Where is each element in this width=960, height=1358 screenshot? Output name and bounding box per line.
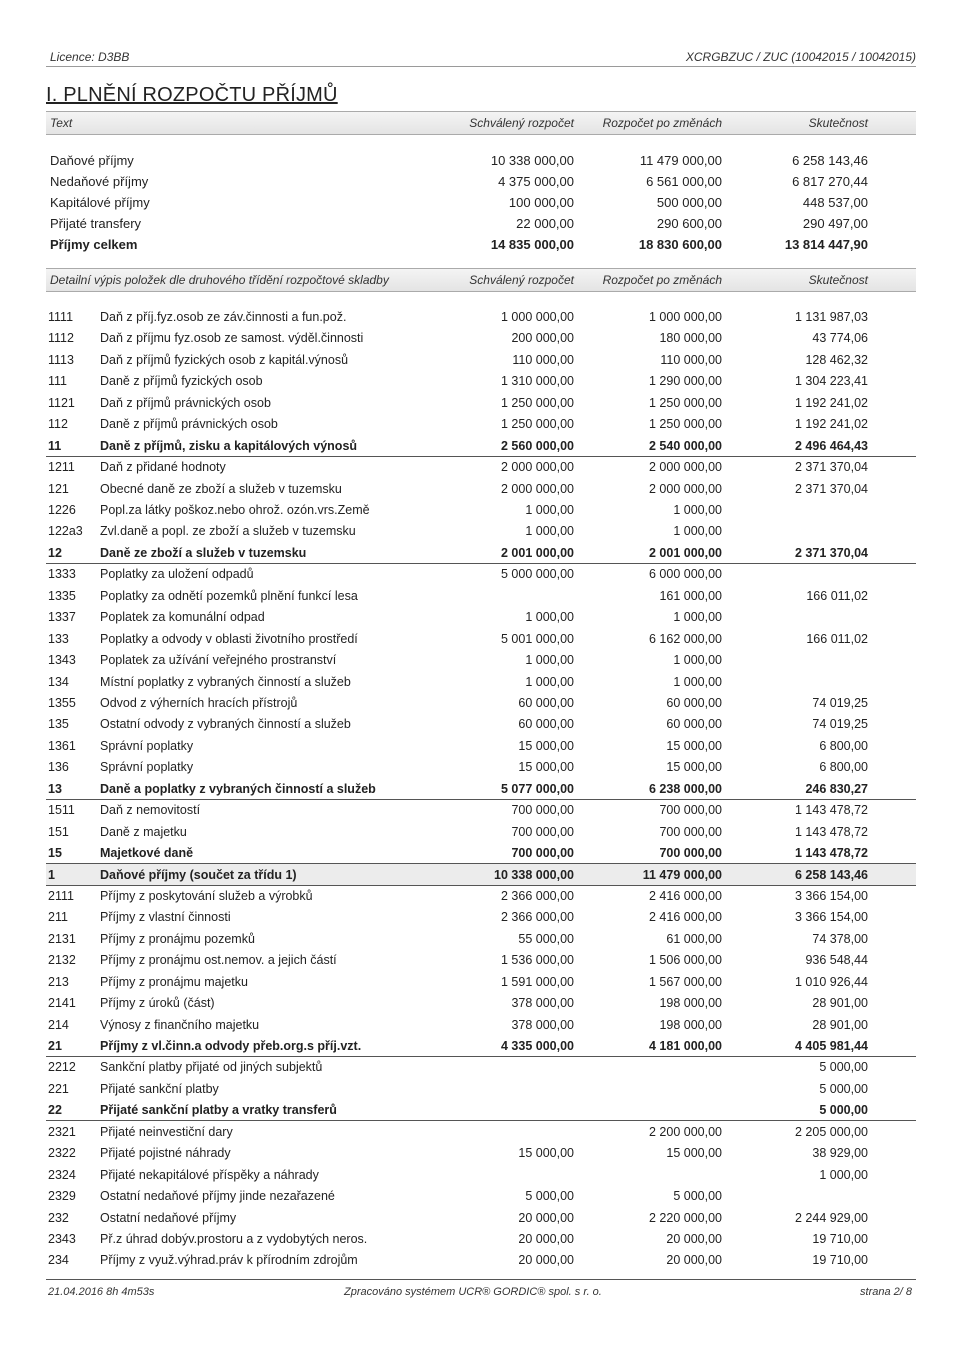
- row-approved: 200 000,00: [511, 331, 574, 346]
- row-text: Správní poplatky: [100, 738, 194, 753]
- table-row: [46, 821, 916, 842]
- subtotal-row: [46, 542, 916, 564]
- row-code: 1211: [48, 460, 75, 475]
- row-text: Sankční platby přijaté od jiných subjektů: [100, 1060, 323, 1075]
- table-row: [46, 1249, 916, 1270]
- row-text: Daň z přidané hodnoty: [100, 460, 226, 475]
- row-modified: 110 000,00: [660, 352, 722, 367]
- summary-actual: 6 817 270,44: [792, 174, 868, 189]
- row-code: 211: [48, 910, 68, 925]
- row-code: 2321: [48, 1124, 76, 1139]
- row-code: 2329: [48, 1189, 76, 1203]
- row-actual: 5 000,00: [819, 1060, 868, 1075]
- row-approved: 1 000,00: [525, 524, 574, 539]
- footer-datetime: 21.04.2016 8h 4m53s: [48, 1286, 155, 1298]
- summary-row: [46, 150, 916, 171]
- row-approved: 20 000,00: [518, 1210, 574, 1225]
- summary-modified: 11 479 000,00: [639, 153, 722, 168]
- row-modified: 161 000,00: [659, 588, 722, 603]
- row-text: Popl.za látky poškoz.nebo ohrož. ozón.vrs.Země: [100, 503, 370, 517]
- header-divider: [46, 66, 916, 67]
- row-approved: 10 338 000,00: [494, 868, 574, 883]
- row-modified: 700 000,00: [659, 803, 722, 818]
- row-text: Poplatky za uložení odpadů: [100, 567, 254, 582]
- summary-label: Příjmy celkem: [50, 237, 138, 252]
- row-actual: 4 405 981,44: [795, 1039, 868, 1053]
- page-title: I. PLNĚNÍ ROZPOČTU PŘÍJMŮ: [46, 84, 338, 106]
- row-text: Ostatní odvody z vybraných činností a služeb: [100, 717, 351, 732]
- row-approved: 1 000,00: [525, 610, 574, 625]
- row-text: Daně ze zboží a služeb v tuzemsku: [100, 545, 307, 560]
- table-row: [46, 456, 916, 477]
- row-actual: 1 010 926,44: [795, 974, 868, 989]
- row-modified: 61 000,00: [666, 931, 722, 946]
- table-row: [46, 563, 916, 584]
- row-modified: 1 250 000,00: [649, 417, 722, 432]
- table-row: [46, 349, 916, 370]
- row-approved: 1 591 000,00: [501, 974, 574, 989]
- row-actual: 3 366 154,00: [795, 910, 868, 925]
- row-modified: 180 000,00: [659, 331, 722, 346]
- row-modified: 15 000,00: [666, 738, 722, 753]
- row-actual: 5 000,00: [819, 1081, 868, 1096]
- row-text: Daně z majetku: [100, 824, 187, 839]
- row-text: Ostatní nedaňové příjmy: [100, 1210, 237, 1225]
- row-actual: 1 192 241,02: [795, 395, 868, 410]
- subtotal-row: [46, 778, 916, 800]
- row-modified: 60 000,00: [666, 695, 722, 710]
- row-code: 214: [48, 1017, 69, 1032]
- row-code: 21: [48, 1039, 62, 1053]
- row-approved: 2 366 000,00: [501, 910, 574, 925]
- row-actual: 6 800,00: [819, 760, 868, 775]
- report-code: XCRGBZUC / ZUC (10042015 / 10042015): [685, 50, 916, 64]
- row-approved: 700 000,00: [511, 824, 574, 839]
- row-modified: 1 000,00: [673, 674, 722, 689]
- summary-label: Nedaňové příjmy: [50, 174, 149, 189]
- summary-actual: 6 258 143,46: [792, 153, 868, 168]
- row-modified: 2 540 000,00: [649, 438, 722, 453]
- row-approved: 2 560 000,00: [501, 438, 574, 453]
- row-actual: 1 143 478,72: [795, 846, 868, 860]
- row-code: 2141: [48, 996, 76, 1011]
- row-approved: 5 000 000,00: [501, 567, 574, 582]
- row-modified: 700 000,00: [659, 824, 722, 839]
- row-text: Přijaté neinvestiční dary: [100, 1124, 233, 1139]
- row-code: 2343: [48, 1231, 76, 1246]
- row-modified: 15 000,00: [666, 760, 722, 775]
- row-modified: 1 506 000,00: [649, 953, 722, 968]
- row-text: Výnosy z finančního majetku: [100, 1017, 260, 1032]
- table-row: [46, 885, 916, 906]
- row-actual: 74 019,25: [812, 695, 868, 710]
- row-code: 2132: [48, 953, 76, 968]
- row-code: 1111: [48, 310, 74, 324]
- footer-divider: [46, 1279, 916, 1280]
- row-modified: 1 250 000,00: [649, 395, 722, 410]
- row-actual: 19 710,00: [812, 1231, 868, 1246]
- summary-actual: 290 497,00: [802, 216, 868, 231]
- row-modified: 2 001 000,00: [649, 545, 722, 560]
- summary-actual: 13 814 447,90: [784, 237, 868, 252]
- row-approved: 15 000,00: [518, 760, 574, 775]
- table-row: [46, 1056, 916, 1077]
- row-code: 12: [48, 545, 62, 560]
- row-actual: 1 131 987,03: [795, 310, 868, 324]
- table-row: [46, 1121, 916, 1142]
- row-approved: 1 000 000,00: [501, 310, 574, 324]
- summary-row: [46, 192, 916, 213]
- row-approved: 1 000,00: [525, 653, 574, 667]
- row-actual: 2 244 929,00: [795, 1210, 868, 1225]
- row-text: Daň z příjmů fyzických osob z kapitál.výnosů: [100, 352, 349, 367]
- row-code: 221: [48, 1081, 69, 1096]
- row-modified: 2 220 000,00: [649, 1210, 722, 1225]
- row-actual: 1 000,00: [819, 1167, 868, 1182]
- row-modified: 1 000,00: [673, 524, 722, 539]
- table-row: [46, 906, 916, 927]
- row-modified: 2 416 000,00: [649, 910, 722, 925]
- row-actual: 28 901,00: [812, 996, 868, 1011]
- table-row: [46, 520, 916, 541]
- table-row: [46, 928, 916, 949]
- row-actual: 166 011,02: [806, 631, 868, 646]
- summary-actual: 448 537,00: [802, 195, 868, 210]
- row-modified: 20 000,00: [666, 1253, 722, 1268]
- row-modified: 20 000,00: [666, 1231, 722, 1246]
- row-code: 1333: [48, 567, 76, 582]
- row-actual: 166 011,02: [806, 588, 868, 603]
- row-modified: 15 000,00: [666, 1146, 722, 1161]
- row-code: 112: [48, 417, 68, 432]
- row-modified: 198 000,00: [659, 1017, 722, 1032]
- row-modified: 1 290 000,00: [649, 374, 722, 389]
- detail-header: [46, 268, 916, 292]
- row-code: 1335: [48, 588, 76, 603]
- row-modified: 6 162 000,00: [649, 631, 722, 646]
- row-actual: 3 366 154,00: [795, 888, 868, 903]
- table-row: [46, 306, 916, 327]
- row-approved: 700 000,00: [511, 803, 574, 818]
- row-code: 234: [48, 1253, 69, 1268]
- row-approved: 60 000,00: [518, 717, 574, 732]
- row-approved: 1 250 000,00: [501, 417, 574, 432]
- row-code: 2212: [48, 1060, 76, 1075]
- row-code: 1121: [48, 395, 75, 410]
- row-text: Ostatní nedaňové příjmy jinde nezařazené: [100, 1189, 335, 1203]
- row-text: Poplatky a odvody v oblasti životního prostředí: [100, 631, 358, 646]
- row-code: 136: [48, 760, 69, 775]
- row-code: 13: [48, 781, 62, 796]
- table-row: [46, 499, 916, 520]
- row-approved: 20 000,00: [518, 1231, 574, 1246]
- row-code: 2131: [48, 931, 76, 946]
- row-approved: 20 000,00: [518, 1253, 574, 1268]
- row-code: 1355: [48, 695, 76, 710]
- row-text: Daňové příjmy (součet za třídu 1): [100, 868, 297, 883]
- row-text: Poplatek za komunální odpad: [100, 610, 265, 625]
- row-text: Majetkové daně: [100, 846, 194, 860]
- table-row: [46, 649, 916, 670]
- table-row: [46, 413, 916, 434]
- row-approved: 700 000,00: [511, 846, 574, 860]
- row-actual: 19 710,00: [812, 1253, 868, 1268]
- row-actual: 2 205 000,00: [795, 1124, 868, 1139]
- row-actual: 246 830,27: [805, 781, 868, 796]
- row-text: Příjmy z pronájmu majetku: [100, 974, 248, 989]
- summary-approved: 4 375 000,00: [498, 174, 574, 189]
- row-approved: 1 250 000,00: [501, 395, 574, 410]
- row-approved: 378 000,00: [511, 996, 574, 1011]
- row-code: 122a3: [48, 524, 83, 539]
- row-text: Místní poplatky z vybraných činností a služeb: [100, 674, 351, 689]
- table-row: [46, 1014, 916, 1035]
- row-code: 1511: [48, 803, 75, 818]
- row-code: 151: [48, 824, 69, 839]
- row-code: 111: [48, 374, 68, 389]
- summary-approved: 22 000,00: [516, 216, 574, 231]
- row-code: 22: [48, 1103, 62, 1118]
- table-row: [46, 671, 916, 692]
- row-text: Daň z příjmů právnických osob: [100, 395, 271, 410]
- row-text: Daně z příjmů, zisku a kapitálových výnosů: [100, 438, 358, 453]
- row-code: 213: [48, 974, 69, 989]
- row-approved: 2 000 000,00: [501, 460, 574, 475]
- summary-label: Daňové příjmy: [50, 153, 134, 168]
- row-actual: 1 143 478,72: [795, 803, 868, 818]
- row-approved: 1 000,00: [525, 674, 574, 689]
- row-actual: 28 901,00: [812, 1017, 868, 1032]
- row-actual: 38 929,00: [812, 1146, 868, 1161]
- row-modified: 2 000 000,00: [649, 481, 722, 496]
- row-actual: 74 378,00: [812, 931, 868, 946]
- row-approved: 2 001 000,00: [501, 545, 574, 560]
- row-approved: 15 000,00: [518, 1146, 574, 1161]
- row-actual: 6 258 143,46: [795, 868, 868, 883]
- row-approved: 1 536 000,00: [501, 953, 574, 968]
- row-approved: 378 000,00: [511, 1017, 574, 1032]
- row-actual: 936 548,44: [805, 953, 868, 968]
- footer-system: Zpracováno systémem UCR® GORDIC® spol. s r. o.: [344, 1286, 602, 1298]
- row-text: Příjmy z využ.výhrad.práv k přírodním zdrojům: [100, 1253, 358, 1268]
- row-text: Správní poplatky: [100, 760, 194, 775]
- row-modified: 1 000,00: [673, 610, 722, 625]
- row-text: Příjmy z pronájmu pozemků: [100, 931, 255, 946]
- row-actual: 5 000,00: [819, 1103, 868, 1118]
- row-modified: 4 181 000,00: [649, 1039, 722, 1053]
- table-row: [46, 478, 916, 499]
- summary-row: [46, 234, 916, 255]
- row-modified: 60 000,00: [666, 717, 722, 732]
- summary-label: Kapitálové příjmy: [50, 195, 150, 210]
- row-code: 121: [48, 481, 69, 496]
- subtotal-row: [46, 435, 916, 457]
- row-modified: 11 479 000,00: [642, 868, 722, 883]
- row-code: 2324: [48, 1167, 76, 1182]
- row-modified: 198 000,00: [659, 996, 722, 1011]
- row-approved: 60 000,00: [518, 695, 574, 710]
- summary-col-actual: Skutečnost: [808, 116, 868, 130]
- subtotal-row: [46, 1099, 916, 1121]
- table-row: [46, 1078, 916, 1099]
- row-code: 1226: [48, 503, 76, 517]
- row-text: Příjmy z poskytování služeb a výrobků: [100, 888, 313, 903]
- row-code: 133: [48, 631, 69, 646]
- row-actual: 6 800,00: [819, 738, 868, 753]
- row-text: Přijaté sankční platby: [100, 1081, 219, 1096]
- row-text: Přijaté nekapitálové příspěky a náhrady: [100, 1167, 319, 1182]
- row-text: Daně z příjmů právnických osob: [100, 417, 278, 432]
- row-code: 1112: [48, 331, 74, 346]
- row-approved: 110 000,00: [512, 352, 574, 367]
- table-row: [46, 1185, 916, 1206]
- table-row: [46, 756, 916, 777]
- row-code: 1: [48, 868, 55, 883]
- row-code: 2322: [48, 1146, 76, 1161]
- summary-modified: 18 830 600,00: [638, 237, 722, 252]
- subtotal-row: [46, 1035, 916, 1057]
- summary-approved: 10 338 000,00: [490, 153, 574, 168]
- table-row: [46, 327, 916, 348]
- summary-approved: 14 835 000,00: [490, 237, 574, 252]
- row-actual: 2 496 464,43: [795, 438, 868, 453]
- summary-modified: 290 600,00: [656, 216, 722, 231]
- row-text: Daně z příjmů fyzických osob: [100, 374, 263, 389]
- table-row: [46, 692, 916, 713]
- table-row: [46, 992, 916, 1013]
- row-modified: 1 000 000,00: [649, 310, 722, 324]
- row-approved: 15 000,00: [518, 738, 574, 753]
- footer-page: strana 2/ 8: [860, 1286, 912, 1298]
- table-row: [46, 628, 916, 649]
- row-code: 11: [48, 438, 62, 453]
- row-actual: 2 371 370,04: [795, 460, 868, 475]
- row-approved: 4 335 000,00: [501, 1039, 574, 1053]
- row-code: 134: [48, 674, 69, 689]
- row-code: 1343: [48, 653, 76, 667]
- row-text: Poplatek za užívání veřejného prostranství: [100, 653, 337, 667]
- row-actual: 1 304 223,41: [795, 374, 868, 389]
- row-actual: 74 019,25: [812, 717, 868, 732]
- row-code: 1361: [48, 738, 76, 753]
- row-approved: 55 000,00: [518, 931, 574, 946]
- table-row: [46, 1142, 916, 1163]
- table-row: [46, 713, 916, 734]
- summary-modified: 6 561 000,00: [646, 174, 722, 189]
- row-text: Př.z úhrad dobýv.prostoru a z vydobytých neros.: [100, 1231, 368, 1246]
- row-modified: 700 000,00: [659, 846, 722, 860]
- summary-col-text: Text: [50, 116, 73, 130]
- row-text: Příjmy z pronájmu ost.nemov. a jejich částí: [100, 953, 337, 968]
- row-approved: 5 001 000,00: [501, 631, 574, 646]
- row-text: Daně a poplatky z vybraných činností a služeb: [100, 781, 376, 796]
- row-text: Daň z nemovitostí: [100, 803, 201, 818]
- row-code: 15: [48, 846, 62, 860]
- table-row: [46, 370, 916, 391]
- row-actual: 1 143 478,72: [795, 824, 868, 839]
- row-modified: 6 000 000,00: [649, 567, 722, 582]
- table-row: [46, 1207, 916, 1228]
- table-row: [46, 799, 916, 820]
- table-row: [46, 606, 916, 627]
- detail-col-approved: Schválený rozpočet: [469, 273, 574, 287]
- row-approved: 5 000,00: [525, 1189, 574, 1203]
- row-approved: 5 077 000,00: [501, 781, 574, 796]
- row-actual: 2 371 370,04: [795, 545, 868, 560]
- table-row: [46, 949, 916, 970]
- row-modified: 1 567 000,00: [649, 974, 722, 989]
- row-text: Příjmy z vlastní činnosti: [100, 910, 231, 925]
- licence-label: Licence: D3BB: [50, 50, 130, 64]
- subtotal-row: [46, 842, 916, 864]
- row-modified: 1 000,00: [673, 503, 722, 517]
- summary-row: [46, 171, 916, 192]
- row-text: Přijaté sankční platby a vratky transferů: [100, 1103, 337, 1118]
- table-row: [46, 392, 916, 413]
- table-row: [46, 1164, 916, 1185]
- row-modified: 1 000,00: [673, 653, 722, 667]
- row-text: Daň z příj.fyz.osob ze záv.činnosti a fun.pož.: [100, 310, 347, 324]
- row-text: Příjmy z úroků (část): [100, 996, 215, 1011]
- detail-col-actual: Skutečnost: [808, 273, 868, 287]
- row-modified: 2 200 000,00: [649, 1124, 722, 1139]
- summary-label: Přijaté transfery: [50, 216, 142, 231]
- row-actual: 1 192 241,02: [795, 417, 868, 432]
- table-row: [46, 971, 916, 992]
- summary-approved: 100 000,00: [508, 195, 574, 210]
- row-modified: 5 000,00: [673, 1189, 722, 1203]
- row-code: 2111: [48, 888, 74, 903]
- subtotal-row: [46, 863, 916, 886]
- row-actual: 43 774,06: [812, 331, 868, 346]
- row-modified: 2 000 000,00: [649, 460, 722, 475]
- row-approved: 1 310 000,00: [501, 374, 574, 389]
- row-code: 135: [48, 717, 69, 732]
- detail-col-text: Detailní výpis položek dle druhového třídění rozpočtové skladby: [50, 273, 389, 287]
- row-code: 232: [48, 1210, 69, 1225]
- row-text: Zvl.daně a popl. ze zboží a služeb v tuzemsku: [100, 524, 356, 539]
- row-approved: 2 366 000,00: [501, 888, 574, 903]
- row-modified: 6 238 000,00: [649, 781, 722, 796]
- row-text: Příjmy z vl.činn.a odvody přeb.org.s příj.vzt.: [100, 1039, 362, 1053]
- detail-col-modified: Rozpočet po změnách: [602, 273, 722, 287]
- row-modified: 2 416 000,00: [649, 888, 722, 903]
- summary-row: [46, 213, 916, 234]
- row-text: Poplatky za odnětí pozemků plnění funkcí lesa: [100, 588, 358, 603]
- row-approved: 1 000,00: [525, 503, 574, 517]
- row-text: Přijaté pojistné náhrady: [100, 1146, 231, 1161]
- row-actual: 128 462,32: [805, 352, 868, 367]
- summary-header: [46, 111, 916, 135]
- row-actual: 2 371 370,04: [795, 481, 868, 496]
- row-text: Odvod z výherních hracích přístrojů: [100, 695, 298, 710]
- row-code: 1337: [48, 610, 76, 625]
- row-approved: 2 000 000,00: [501, 481, 574, 496]
- table-row: [46, 585, 916, 606]
- summary-col-approved: Schválený rozpočet: [469, 116, 574, 130]
- table-row: [46, 735, 916, 756]
- summary-col-modified: Rozpočet po změnách: [602, 116, 722, 130]
- summary-modified: 500 000,00: [656, 195, 722, 210]
- row-text: Obecné daně ze zboží a služeb v tuzemsku: [100, 481, 342, 496]
- row-text: Daň z příjmu fyz.osob ze samost. výděl.činnosti: [100, 331, 364, 346]
- row-code: 1113: [48, 352, 74, 367]
- table-row: [46, 1228, 916, 1249]
